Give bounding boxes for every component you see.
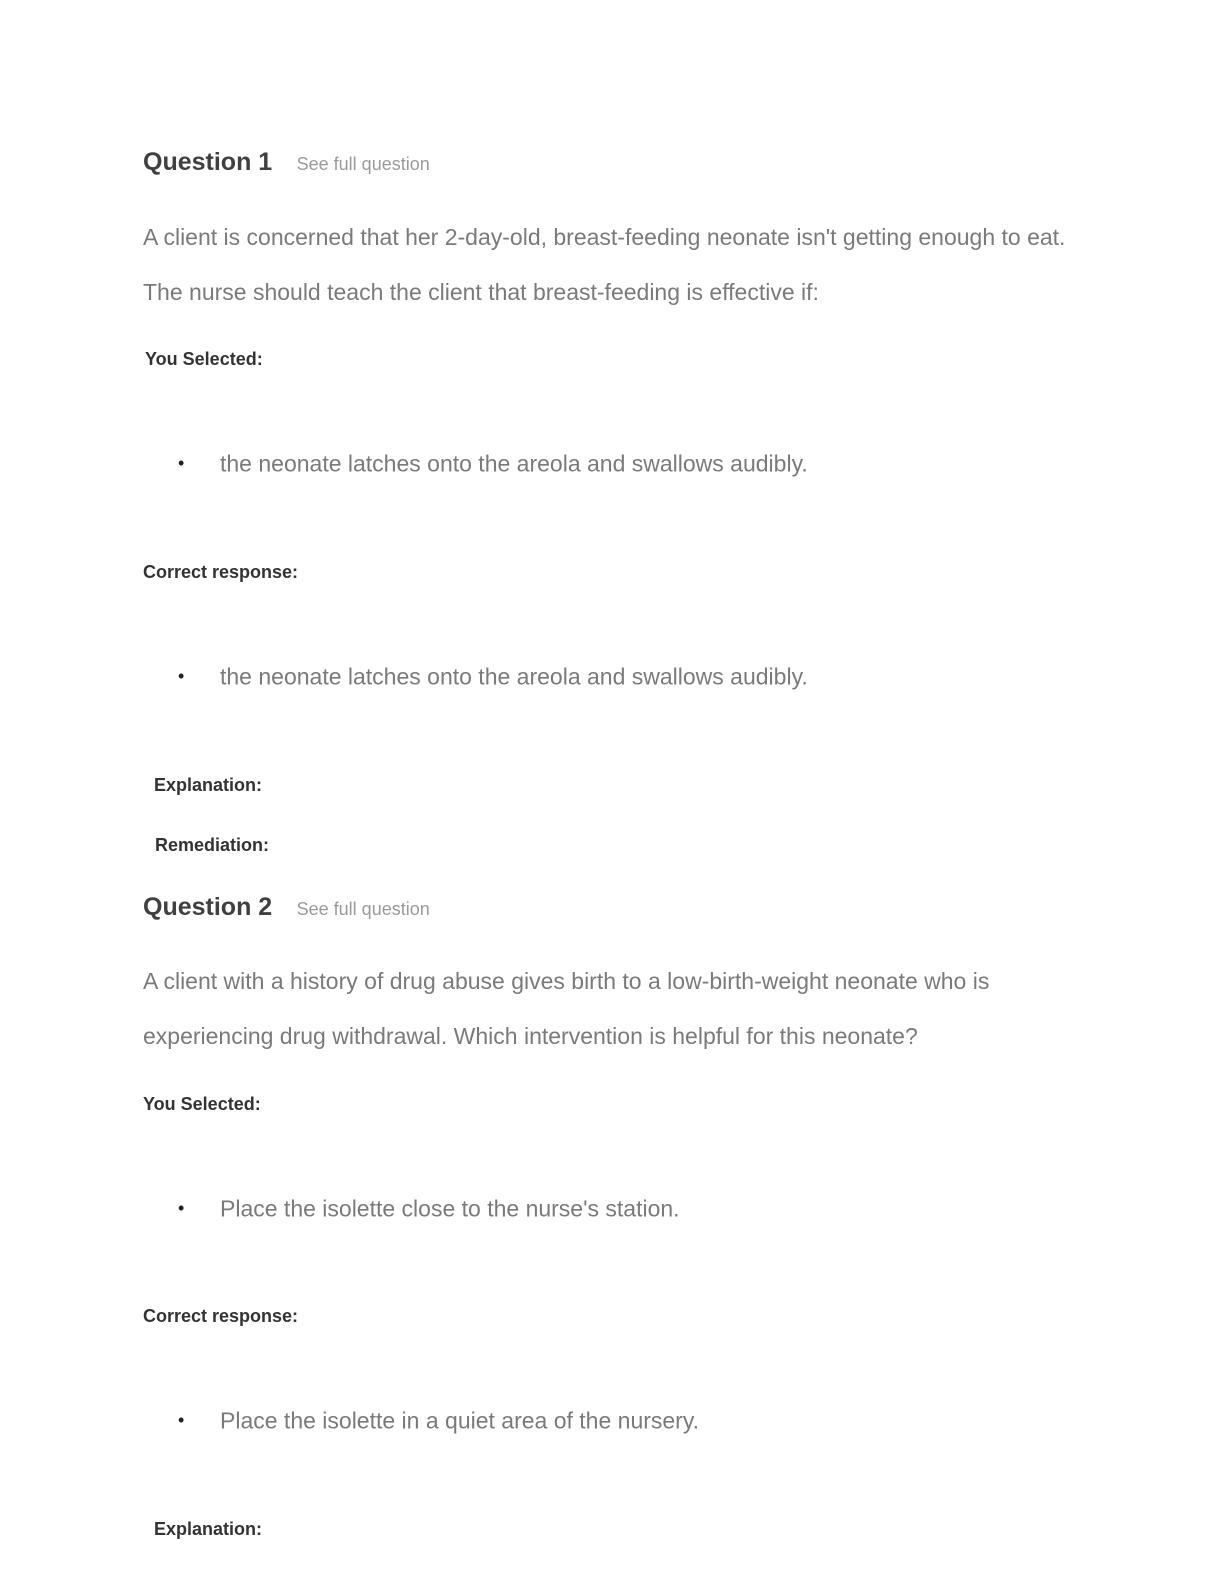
question-1-selected-answer bbox=[178, 449, 808, 477]
question-2-selected-answer-text: Place the isolette close to the nurse's station. bbox=[220, 1195, 680, 1222]
question-1-heading bbox=[143, 148, 430, 177]
question-2-text: A client with a history of drug abuse gives birth to a low-birth-weight neonate who is experiencing drug withdrawal. Which intervention is helpful for this neonate? bbox=[143, 968, 990, 1049]
bullet-icon: • bbox=[178, 453, 185, 474]
question-1-correct-answer bbox=[178, 662, 808, 690]
question-1-remediation-label: Remediation: bbox=[155, 835, 270, 855]
bullet-icon: • bbox=[178, 1410, 185, 1431]
question-2-explanation-label: Explanation: bbox=[154, 1519, 263, 1539]
question-1-text: A client is concerned that her 2-day-old, breast-feeding neonate isn't getting enough to eat. The nurse should teach the client that breast-feeding is effective if: bbox=[143, 224, 1066, 305]
question-1-selected-answer-text: the neonate latches onto the areola and swallows audibly. bbox=[220, 450, 808, 477]
question-2-correct-answer-text: Place the isolette in a quiet area of the nursery. bbox=[220, 1407, 700, 1434]
question-1-correct-response-label: Correct response: bbox=[143, 562, 299, 582]
question-2-selected-answer bbox=[178, 1194, 680, 1222]
question-1-correct-answer-text: the neonate latches onto the areola and swallows audibly. bbox=[220, 663, 808, 690]
question-1-you-selected-label: You Selected: bbox=[145, 349, 263, 369]
question-2-heading bbox=[143, 893, 430, 922]
question-2-see-full-question-link[interactable]: See full question bbox=[296, 899, 430, 919]
question-2-correct-response-label: Correct response: bbox=[143, 1306, 299, 1326]
bullet-icon: • bbox=[178, 1198, 185, 1219]
question-1-see-full-question-link[interactable]: See full question bbox=[296, 154, 430, 174]
question-2-correct-answer bbox=[178, 1406, 699, 1434]
bullet-icon: • bbox=[178, 666, 185, 687]
question-2-title: Question 2 bbox=[143, 893, 273, 921]
question-1-explanation-label: Explanation: bbox=[154, 775, 263, 795]
question-2-you-selected-label: You Selected: bbox=[143, 1094, 261, 1114]
question-1-title: Question 1 bbox=[143, 148, 273, 176]
